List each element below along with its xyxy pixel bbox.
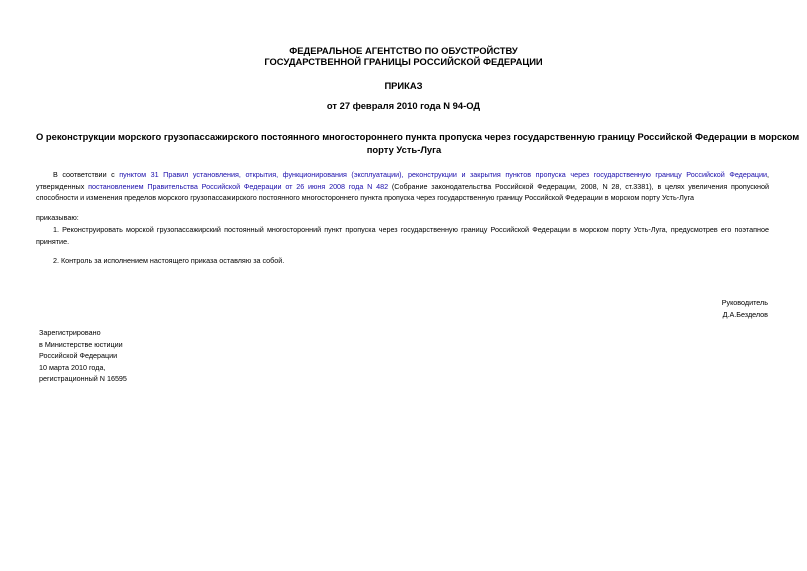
order-item-2: 2. Контроль за исполнением настоящего приказа оставляю за собой. bbox=[53, 256, 285, 265]
agency-name-line-1: ФЕДЕРАЛЬНОЕ АГЕНТСТВО ПО ОБУСТРОЙСТВУ bbox=[289, 45, 518, 56]
registration-line-5: регистрационный N 16595 bbox=[39, 374, 127, 383]
signature-name: Д.А.Безделов bbox=[722, 309, 768, 319]
order-word: ПРИКАЗ bbox=[384, 80, 423, 91]
agency-name-line-2: ГОСУДАРСТВЕННОЙ ГРАНИЦЫ РОССИЙСКОЙ ФЕДЕРАЦИИ bbox=[264, 56, 543, 67]
agency-name bbox=[0, 45, 807, 67]
document-title-line-1: О реконструкции морского грузопассажирского постоянного многостороннего пункта пропуска через государственную границу Российской Федерации в морском bbox=[36, 131, 800, 142]
signature-block bbox=[722, 297, 768, 320]
signature-position: Руководитель bbox=[721, 298, 768, 307]
registration-block bbox=[39, 327, 127, 385]
order-date: от 27 февраля 2010 года N 94-ОД bbox=[326, 100, 481, 111]
intro-middle: , утвержденных bbox=[36, 170, 769, 191]
intro-prefix: В соответствии с bbox=[53, 170, 120, 179]
registration-line-3: Российской Федерации bbox=[39, 351, 118, 360]
resolution-link[interactable]: постановлением Правительства Российской Федерации от 26 июня 2008 года N 482 bbox=[88, 181, 389, 191]
rules-link[interactable]: пунктом 31 Правил установления, открытия, функционирования (эксплуатации), реконструкции и закрытия пунктов пропуска через государственную границу Российской Федерации bbox=[119, 170, 767, 179]
intro-suffix: (Собрание законодательства Российской Федерации, 2008, N 28, ст.3381), в целях увеличения пропускной способности и изменения пределов морского грузопассажирского постоянного многостороннего пункта пропуска через государственную границу Российской Федерации в морском порту Усть-Луга bbox=[36, 181, 770, 202]
intro-paragraph bbox=[36, 169, 769, 204]
document-title bbox=[36, 131, 800, 156]
registration-line-4: 10 марта 2010 года, bbox=[39, 362, 106, 372]
registration-line-1: Зарегистрировано bbox=[39, 328, 101, 337]
document-title-line-2: порту Усть-Луга bbox=[366, 143, 442, 155]
registration-line-2: в Министерстве юстиции bbox=[39, 339, 123, 349]
order-item-1: 1. Реконструировать морской грузопассажирский постоянный многосторонний пункт пропуска через государственную границу Российской Федерации в морском порту Усть-Луга, предусмотрев его поэтапное принятие. bbox=[36, 225, 769, 246]
order-directive: приказываю: bbox=[36, 213, 79, 222]
